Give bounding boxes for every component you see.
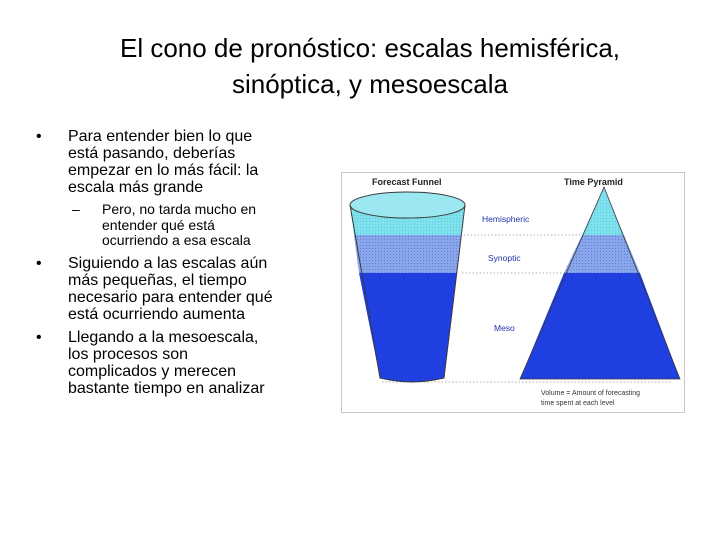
caption-line-1: Volume = Amount of forecasting bbox=[541, 390, 641, 397]
bullet-1-line-2: está pasando, deberías bbox=[68, 145, 236, 162]
bullet-3-line-2: los procesos son bbox=[68, 345, 189, 363]
label-hemispheric: Hemispheric bbox=[482, 214, 530, 224]
bullet-glyph: • bbox=[36, 328, 42, 346]
pyramid-meso-band bbox=[520, 273, 680, 379]
bullet-3-line-4: bastante tiempo en analizar bbox=[68, 379, 265, 397]
bullet-1-line-3: empezar en lo más fácil: la bbox=[68, 162, 259, 179]
forecast-funnel-figure bbox=[341, 172, 685, 413]
pyramid-synoptic-band bbox=[564, 235, 640, 273]
funnel-rim bbox=[350, 192, 465, 218]
bullet-item-2 bbox=[30, 255, 320, 323]
label-synoptic: Synoptic bbox=[488, 253, 521, 263]
bullet-list bbox=[30, 128, 320, 403]
bullet-item-3 bbox=[30, 329, 320, 397]
sub-bullet-line-3: ocurriendo a esa escala bbox=[102, 232, 251, 248]
sub-bullet-item bbox=[30, 202, 320, 249]
bullet-1-line-4: escala más grande bbox=[68, 179, 204, 196]
funnel-pyramid-diagram bbox=[342, 173, 684, 412]
bullet-2-line-1: Siguiendo a las escalas aún bbox=[68, 254, 268, 272]
label-meso: Meso bbox=[494, 323, 515, 333]
bullet-3-line-3: complicados y merecen bbox=[68, 362, 237, 380]
slide-title bbox=[60, 30, 680, 102]
title-line-1: El cono de pronóstico: escalas hemisférica, bbox=[119, 33, 621, 63]
sub-bullet-glyph: – bbox=[72, 201, 80, 217]
bullet-2-line-2: más pequeñas, el tiempo bbox=[68, 271, 247, 289]
pyramid-title: Time Pyramid bbox=[564, 177, 623, 187]
bullet-2-line-4: está ocurriendo aumenta bbox=[68, 305, 245, 323]
title-line-2: sinóptica, y mesoescala bbox=[231, 69, 509, 99]
bullet-2-line-3: necesario para entender qué bbox=[68, 288, 273, 306]
pyramid-hemispheric-band bbox=[582, 187, 624, 235]
sub-bullet-line-2: entender qué está bbox=[102, 216, 215, 233]
bullet-1-line-1: Para entender bien lo que bbox=[68, 128, 253, 145]
funnel-synoptic-band bbox=[354, 235, 461, 273]
funnel-title: Forecast Funnel bbox=[372, 177, 442, 187]
bullet-3-line-1: Llegando a la mesoescala, bbox=[68, 328, 259, 346]
bullet-glyph: • bbox=[36, 128, 42, 145]
sub-bullet-line-1: Pero, no tarda mucho en bbox=[102, 201, 257, 217]
bullet-item-1 bbox=[30, 128, 320, 196]
caption-line-2: time spent at each level bbox=[541, 400, 615, 407]
bullet-glyph: • bbox=[36, 254, 42, 272]
funnel-meso-band bbox=[359, 273, 457, 382]
